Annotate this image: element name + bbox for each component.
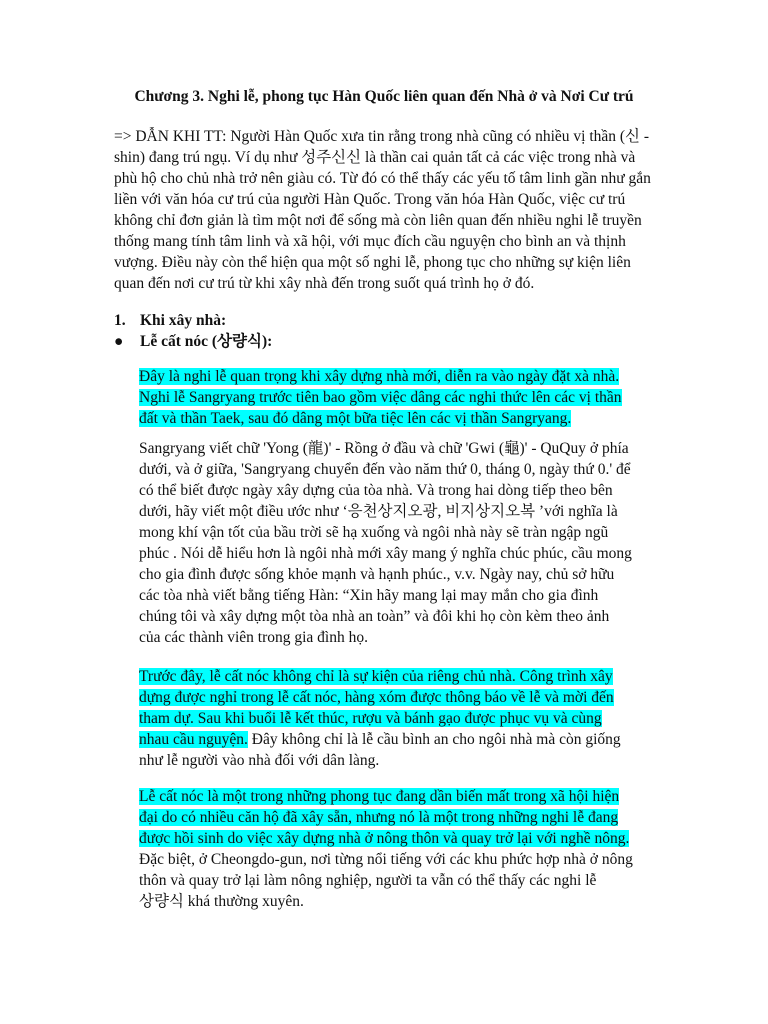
paragraph-line: [139, 807, 667, 828]
paragraph-line: [139, 387, 667, 408]
modern-paragraph: [139, 786, 667, 912]
paragraph-line: [139, 750, 667, 771]
paragraph-line: các tòa nhà viết bằng tiếng Hàn: “Xin hãy mang lại may mắn cho gia đình: [139, 587, 599, 604]
paragraph-line: chúng tôi và xây dựng một tòa nhà an toàn” và đôi khi họ còn kèm theo ảnh: [139, 608, 610, 625]
paragraph-line: [139, 366, 667, 387]
paragraph-line: của các thành viên trong gia đình họ.: [139, 629, 368, 646]
paragraph-line: [139, 891, 667, 912]
highlighted-text: Đây là nghi lễ quan trọng khi xây dựng nhà mới, diễn ra vào ngày đặt xà nhà.: [139, 368, 620, 385]
paragraph-line: [139, 708, 667, 729]
intro-line: shin) đang trú ngụ. Ví dụ như 성주신신 là thần cai quản tất cả các việc trong nhà và: [114, 149, 636, 166]
paragraph-line: phúc . Nói dễ hiểu hơn là ngôi nhà mới xây mang ý nghĩa chúc phúc, cầu mong: [139, 545, 632, 562]
plain-text: Đây không chỉ là lễ cầu bình an cho ngôi nhà mà còn giống: [247, 731, 621, 748]
list-number: 1.: [114, 312, 126, 329]
intro-line: liền với văn hóa cư trú của người Hàn Quốc. Trong văn hóa Hàn Quốc, việc cư trú: [114, 191, 626, 208]
paragraph-line: [139, 729, 667, 750]
paragraph-line: mong khí vận tốt của bầu trời sẽ hạ xuống và ngôi nhà này sẽ tràn ngập ngũ: [139, 524, 609, 541]
paragraph-line: dưới, hãy viết một điều ước như ‘응천상지오광, 비지상지오복 ’với nghĩa là: [139, 503, 618, 520]
paragraph-line: [139, 828, 667, 849]
paragraph-line: [139, 687, 667, 708]
intro-paragraph: [114, 126, 662, 294]
plain-text: như lễ người vào nhà đối với dân làng.: [139, 752, 380, 769]
paragraph-line: Sangryang viết chữ 'Yong (龍)' - Rồng ở đầu và chữ 'Gwi (龜)' - QuQuy ở phía: [139, 440, 629, 457]
highlighted-text: tham dự. Sau khi buổi lễ kết thúc, rượu và bánh gạo được phục vụ và cùng: [139, 710, 602, 727]
intro-line: vượng. Điều này còn thể hiện qua một số nghi lễ, phong tục cho những sự kiện liên: [114, 254, 631, 271]
highlighted-text: Trước đây, lễ cất nóc không chỉ là sự kiện của riêng chủ nhà. Công trình xây: [139, 668, 613, 685]
paragraph-line: có thể biết được ngày xây dựng của tòa nhà. Và trong hai dòng tiếp theo bên: [139, 482, 613, 499]
list-item-label: Khi xây nhà:: [140, 312, 227, 329]
list-item-label: Lễ cất nóc (상량식):: [140, 333, 273, 350]
highlighted-text: dựng được nghỉ trong lễ cất nóc, hàng xóm được thông báo về lễ và mời đến: [139, 689, 614, 706]
intro-line: phù hộ cho chủ nhà trở nên giàu có. Từ đó có thể thấy các yếu tố tâm linh gần như gắn: [114, 170, 651, 187]
paragraph-line: [139, 870, 667, 891]
paragraph-line: dưới, và ở giữa, 'Sangryang chuyển đến vào năm thứ 0, tháng 0, ngày thứ 0.' để: [139, 461, 631, 478]
highlighted-text: đại do có nhiều căn hộ đã xây sẵn, nhưng nó là một trong những nghi lễ đang: [139, 809, 619, 826]
history-paragraph: [139, 666, 667, 771]
sangryang-paragraph: [139, 438, 667, 648]
highlighted-paragraph-1: [139, 366, 667, 429]
highlighted-text: được hồi sinh do việc xây dựng nhà ở nông thôn và quay trở lại với nghề nông.: [139, 830, 630, 847]
intro-line: => DẪN KHI TT: Người Hàn Quốc xưa tin rằng trong nhà cũng có nhiều vị thần (신 -: [114, 128, 650, 145]
intro-line: không chỉ đơn giản là tìm một nơi để sống mà còn liên quan đến nhiều nghi lễ truyền: [114, 212, 642, 229]
plain-text: 상량식 khá thường xuyên.: [139, 893, 304, 910]
paragraph-line: [139, 408, 667, 429]
highlighted-text: Nghi lễ Sangryang trước tiên bao gồm việc dâng các nghi thức lên các vị thần: [139, 389, 622, 406]
highlighted-text: đất và thần Taek, sau đó dâng một bữa tiệc lên các vị thần Sangryang.: [139, 410, 572, 427]
paragraph-line: [139, 786, 667, 807]
paragraph-line: [139, 849, 667, 870]
chapter-title: Chương 3. Nghi lễ, phong tục Hàn Quốc liên quan đến Nhà ở và Nơi Cư trú: [134, 88, 634, 105]
intro-line: quan đến nơi cư trú từ khi xây nhà đến trong suốt quá trình họ ở đó.: [114, 275, 535, 292]
plain-text: thôn và quay trở lại làm nông nghiệp, người ta vẫn có thể thấy các nghi lễ: [139, 872, 597, 889]
bullet-icon: ●: [114, 333, 124, 350]
intro-line: thống mang tính tâm linh và xã hội, với mục đích cầu nguyện cho bình an và thịnh: [114, 233, 626, 250]
paragraph-line: [139, 666, 667, 687]
paragraph-line: cho gia đình được sống khỏe mạnh và hạnh phúc., v.v. Ngày nay, chủ sở hữu: [139, 566, 615, 583]
highlighted-text: nhau cầu nguyện.: [139, 731, 248, 748]
plain-text: Đặc biệt, ở Cheongdo-gun, nơi từng nổi tiếng với các khu phức hợp nhà ở nông: [139, 851, 633, 868]
highlighted-text: Lễ cất nóc là một trong những phong tục đang dần biến mất trong xã hội hiện: [139, 788, 620, 805]
